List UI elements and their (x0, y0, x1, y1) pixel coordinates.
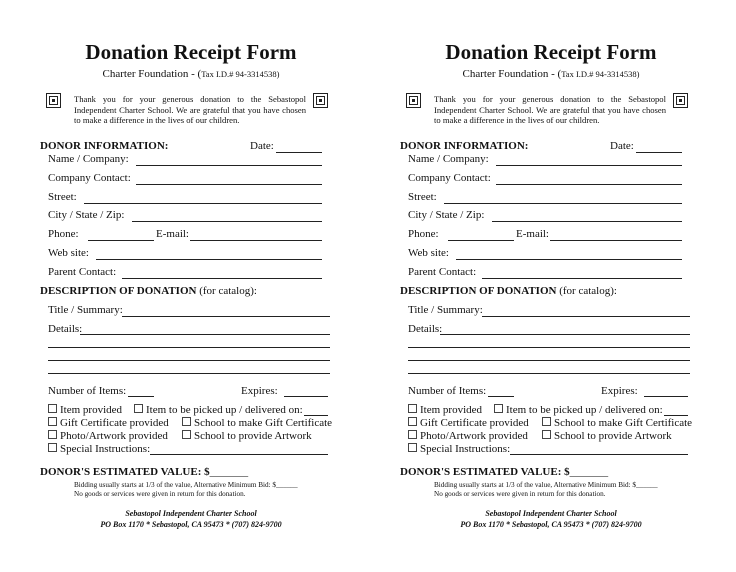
city-field[interactable] (132, 221, 322, 222)
city-label: City / State / Zip: (48, 209, 125, 221)
phone-field[interactable] (448, 240, 514, 241)
item-pickup-label: Item to be picked up / delivered on: (506, 404, 663, 416)
photo-provided-label: Photo/Artwork provided (60, 430, 168, 442)
details-line[interactable] (48, 347, 330, 348)
school-address: PO Box 1170 * Sebastopol, CA 95473 * (707) 824-9700 (100, 520, 282, 529)
name-field[interactable] (496, 165, 682, 166)
description-title: DESCRIPTION OF DONATION (400, 285, 557, 297)
title-summary-field[interactable] (122, 316, 330, 317)
checkbox-icon[interactable] (182, 430, 191, 439)
title-summary-label: Title / Summary: (408, 304, 483, 316)
number-of-items-field[interactable] (488, 396, 514, 397)
date-field[interactable] (636, 152, 682, 153)
item-provided-label: Item provided (60, 404, 123, 416)
company-contact-label: Company Contact: (408, 172, 491, 184)
email-label: E-mail: (156, 228, 189, 240)
gift-provided-option[interactable] (408, 417, 529, 429)
gift-school-label: School to make Gift Certificate (554, 417, 693, 429)
donation-form-right (396, 0, 726, 572)
bidding-note-text: Bidding usually starts at 1/3 of the value, Alternative Minimum Bid: $ (74, 481, 277, 489)
checkbox-icon[interactable] (48, 430, 57, 439)
parent-contact-field[interactable] (482, 278, 682, 279)
date-field[interactable] (276, 152, 322, 153)
expires-label: Expires: (601, 385, 638, 397)
gift-school-option[interactable] (182, 417, 332, 429)
form-subtitle (396, 68, 706, 80)
photo-school-label: School to provide Artwork (194, 430, 312, 442)
email-field[interactable] (550, 240, 682, 241)
company-contact-field[interactable] (496, 184, 682, 185)
checkbox-icon[interactable] (48, 443, 57, 452)
name-label: Name / Company: (408, 153, 489, 165)
pickup-date-field[interactable] (304, 415, 328, 416)
checkbox-icon[interactable] (542, 430, 551, 439)
phone-label: Phone: (48, 228, 79, 240)
website-field[interactable] (456, 259, 682, 260)
date-label: Date: (250, 140, 274, 152)
name-field[interactable] (136, 165, 322, 166)
tax-id: Tax I.D.# 94-3314538) (561, 69, 640, 79)
details-line[interactable] (48, 360, 330, 361)
special-instructions-label: Special Instructions: (60, 443, 151, 455)
item-provided-label: Item provided (420, 404, 483, 416)
email-label: E-mail: (516, 228, 549, 240)
no-goods-note: No goods or services were given in return for this donation. (434, 490, 606, 498)
gift-school-option[interactable] (542, 417, 692, 429)
catalog-note: (for catalog): (559, 285, 617, 297)
checkbox-icon[interactable] (408, 417, 417, 426)
item-provided-option[interactable] (408, 404, 482, 416)
website-label: Web site: (48, 247, 89, 259)
details-label: Details: (48, 323, 83, 335)
photo-provided-label: Photo/Artwork provided (420, 430, 528, 442)
special-instructions-option[interactable] (408, 443, 510, 455)
pickup-date-field[interactable] (664, 415, 688, 416)
details-line[interactable] (48, 373, 330, 374)
street-field[interactable] (444, 203, 682, 204)
item-pickup-label: Item to be picked up / delivered on: (146, 404, 303, 416)
gift-provided-label: Gift Certificate provided (60, 417, 169, 429)
website-label: Web site: (408, 247, 449, 259)
number-of-items-label: Number of Items: (408, 385, 487, 397)
estimated-value-blank[interactable]: _______ (209, 466, 249, 478)
checkbox-icon[interactable] (48, 417, 57, 426)
number-of-items-label: Number of Items: (48, 385, 127, 397)
item-pickup-option[interactable] (134, 404, 303, 416)
company-contact-label: Company Contact: (48, 172, 131, 184)
checkbox-icon[interactable] (408, 443, 417, 452)
checkbox-icon[interactable] (182, 417, 191, 426)
details-label: Details: (408, 323, 443, 335)
school-seal-icon (313, 93, 328, 108)
school-seal-icon (46, 93, 61, 108)
photo-provided-option[interactable] (48, 430, 168, 442)
description-heading (400, 285, 617, 297)
gift-provided-label: Gift Certificate provided (420, 417, 529, 429)
city-field[interactable] (492, 221, 682, 222)
school-address: PO Box 1170 * Sebastopol, CA 95473 * (707) 824-9700 (460, 520, 642, 529)
details-line[interactable] (408, 360, 690, 361)
school-seal-icon (673, 93, 688, 108)
street-label: Street: (408, 191, 437, 203)
special-instructions-field[interactable] (150, 454, 328, 455)
gift-school-label: School to make Gift Certificate (194, 417, 333, 429)
estimated-value-label: DONOR'S ESTIMATED VALUE: $ (400, 466, 570, 478)
name-label: Name / Company: (48, 153, 129, 165)
phone-field[interactable] (88, 240, 154, 241)
bidding-note (434, 481, 658, 489)
donation-form-left (36, 0, 366, 572)
checkbox-icon[interactable] (408, 430, 417, 439)
checkbox-icon[interactable] (134, 404, 143, 413)
street-label: Street: (48, 191, 77, 203)
number-of-items-field[interactable] (128, 396, 154, 397)
photo-school-option[interactable] (182, 430, 312, 442)
item-provided-option[interactable] (48, 404, 122, 416)
school-name: Sebastopol Independent Charter School (125, 509, 257, 518)
school-name: Sebastopol Independent Charter School (485, 509, 617, 518)
title-summary-label: Title / Summary: (48, 304, 123, 316)
date-label: Date: (610, 140, 634, 152)
estimated-value-heading (400, 466, 608, 478)
tax-id: Tax I.D.# 94-3314538) (201, 69, 280, 79)
form-subtitle (36, 68, 346, 80)
photo-school-label: School to provide Artwork (554, 430, 672, 442)
form-title: Donation Receipt Form (445, 40, 657, 64)
donor-information-heading: DONOR INFORMATION: (40, 140, 169, 152)
checkbox-icon[interactable] (542, 417, 551, 426)
special-instructions-label: Special Instructions: (420, 443, 511, 455)
title-summary-field[interactable] (482, 316, 690, 317)
checkbox-icon[interactable] (48, 404, 57, 413)
thank-you-message: Thank you for your generous donation to the Sebastopol Independent Charter School. We are grateful that you have chosen to make a difference in the lives of our children. (74, 94, 306, 125)
item-pickup-option[interactable] (494, 404, 663, 416)
school-seal-icon (406, 93, 421, 108)
checkbox-icon[interactable] (494, 404, 503, 413)
bidding-note-text: Bidding usually starts at 1/3 of the value, Alternative Minimum Bid: $ (434, 481, 637, 489)
phone-label: Phone: (408, 228, 439, 240)
estimated-value-blank[interactable]: _______ (569, 466, 609, 478)
donor-information-heading: DONOR INFORMATION: (400, 140, 529, 152)
estimated-value-label: DONOR'S ESTIMATED VALUE: $ (40, 466, 210, 478)
parent-contact-label: Parent Contact: (408, 266, 477, 278)
minimum-bid-blank[interactable]: ______ (276, 481, 298, 489)
gift-provided-option[interactable] (48, 417, 169, 429)
website-field[interactable] (96, 259, 322, 260)
parent-contact-field[interactable] (122, 278, 322, 279)
foundation-name: Charter Foundation - ( (462, 68, 562, 80)
photo-provided-option[interactable] (408, 430, 528, 442)
expires-label: Expires: (241, 385, 278, 397)
foundation-name: Charter Foundation - ( (102, 68, 202, 80)
company-contact-field[interactable] (136, 184, 322, 185)
description-heading (40, 285, 257, 297)
thank-you-message: Thank you for your generous donation to the Sebastopol Independent Charter School. We are grateful that you have chosen to make a difference in the lives of our children. (434, 94, 666, 125)
special-instructions-option[interactable] (48, 443, 150, 455)
details-line[interactable] (408, 347, 690, 348)
checkbox-icon[interactable] (408, 404, 417, 413)
special-instructions-field[interactable] (510, 454, 688, 455)
expires-field[interactable] (644, 396, 688, 397)
parent-contact-label: Parent Contact: (48, 266, 117, 278)
email-field[interactable] (190, 240, 322, 241)
city-label: City / State / Zip: (408, 209, 485, 221)
no-goods-note: No goods or services were given in return for this donation. (74, 490, 246, 498)
details-line[interactable] (440, 334, 690, 335)
form-title: Donation Receipt Form (85, 40, 297, 64)
street-field[interactable] (84, 203, 322, 204)
catalog-note: (for catalog): (199, 285, 257, 297)
bidding-note (74, 481, 298, 489)
details-line[interactable] (80, 334, 330, 335)
minimum-bid-blank[interactable]: ______ (636, 481, 658, 489)
description-title: DESCRIPTION OF DONATION (40, 285, 197, 297)
details-line[interactable] (408, 373, 690, 374)
estimated-value-heading (40, 466, 248, 478)
expires-field[interactable] (284, 396, 328, 397)
photo-school-option[interactable] (542, 430, 672, 442)
